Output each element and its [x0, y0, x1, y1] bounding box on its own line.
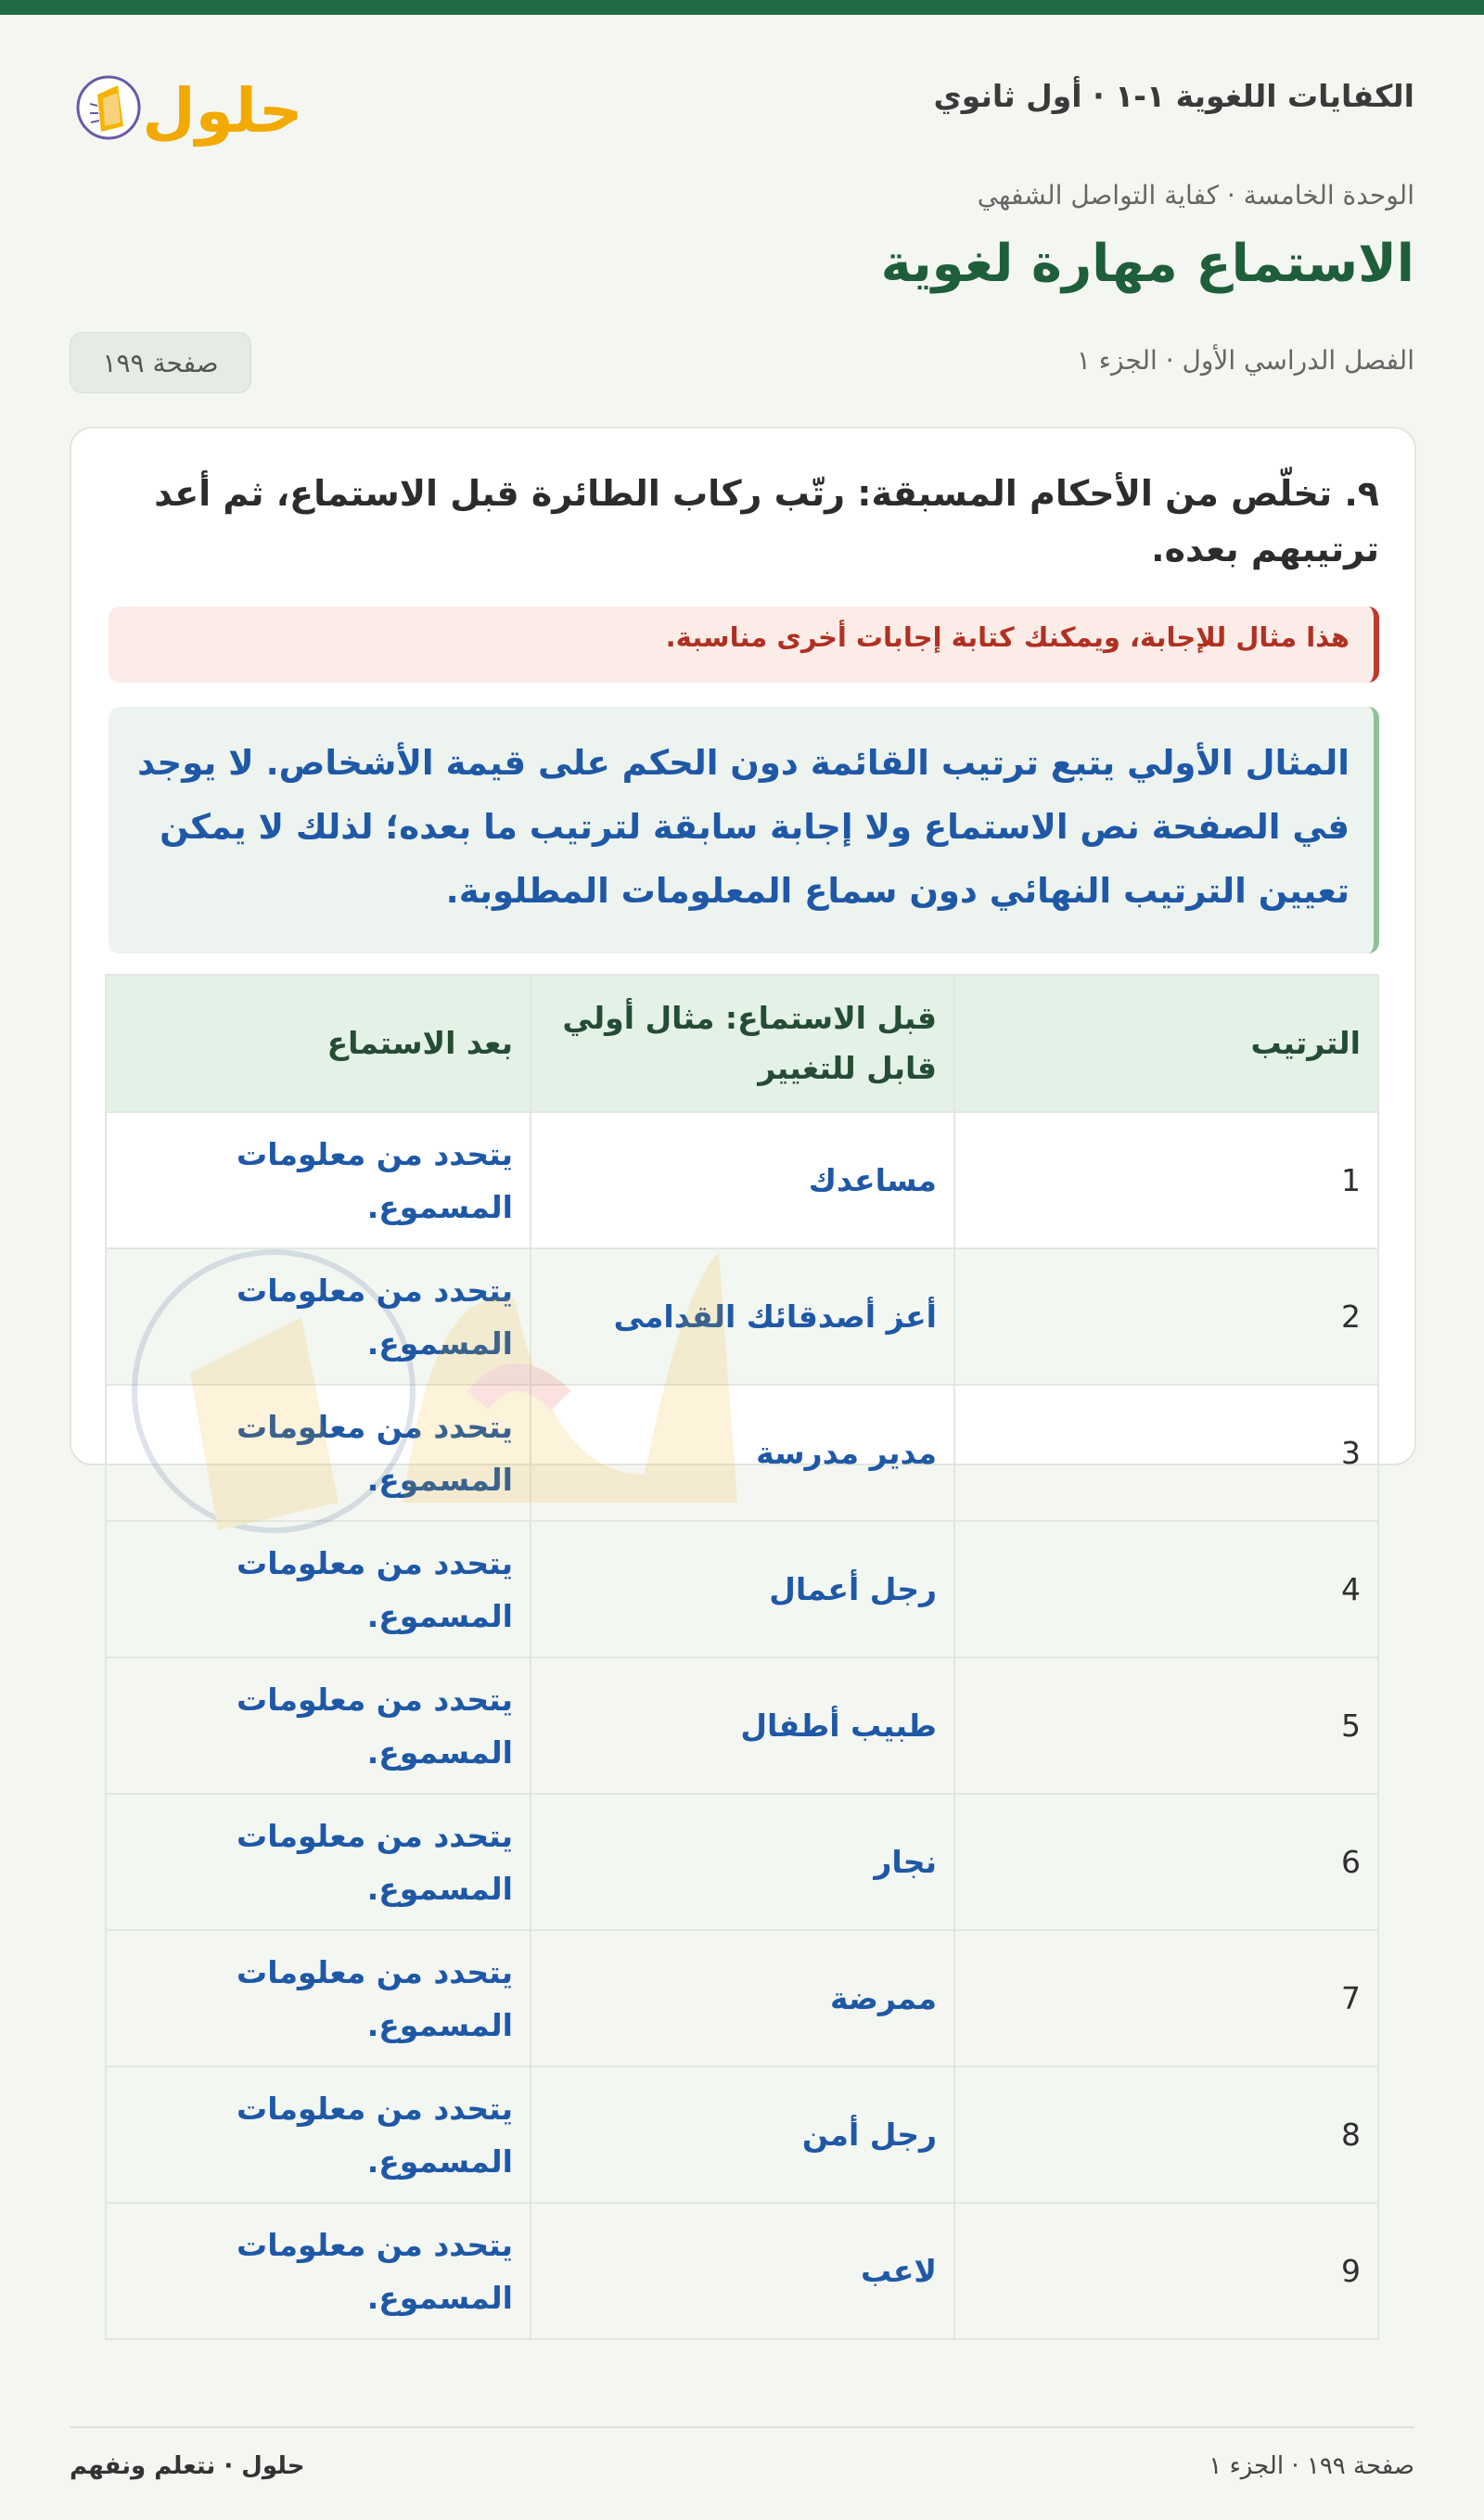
- header-before-listening: قبل الاستماع: مثال أولي قابل للتغيير: [531, 975, 954, 1112]
- before-cell: طبيب أطفال: [531, 1657, 954, 1794]
- book-title: الكفايات اللغوية ١-١ · أول ثانوي: [933, 78, 1414, 114]
- footer-page-info: صفحة ١٩٩ · الجزء ١: [1209, 2452, 1414, 2480]
- after-cell: يتحدد من معلومات المسموع.: [106, 1385, 531, 1521]
- table-row: [106, 2066, 1378, 2203]
- before-cell: أعز أصدقائك القدامى: [531, 1248, 954, 1385]
- page-header: [70, 58, 1414, 148]
- top-accent-bar: [0, 0, 1484, 15]
- hulul-logo[interactable]: [70, 58, 311, 148]
- before-cell: مساعدك: [531, 1112, 954, 1248]
- table-row: [106, 1521, 1378, 1657]
- rank-cell: 4: [954, 1521, 1378, 1657]
- rank-cell: 7: [954, 1930, 1378, 2066]
- before-cell: مدير مدرسة: [531, 1385, 954, 1521]
- before-cell: نجار: [531, 1794, 954, 1930]
- footer-divider: [70, 2426, 1414, 2428]
- rank-cell: 9: [954, 2203, 1378, 2339]
- after-cell: يتحدد من معلومات المسموع.: [106, 1657, 531, 1794]
- answer-text: المثال الأولي يتبع ترتيب القائمة دون الحكم على قيمة الأشخاص. لا يوجد في الصفحة نص الاستماع ولا إجابة سابقة لترتيب ما بعده؛ لذلك لا يمكن تعيين الترتيب النهائي دون سماع المعلومات المطلوبة.: [109, 707, 1379, 953]
- exercise-card: [70, 427, 1416, 2316]
- after-cell: يتحدد من معلومات المسموع.: [106, 1248, 531, 1385]
- table-row: [106, 1112, 1378, 1248]
- table-row: [106, 2203, 1378, 2339]
- unit-label: الوحدة الخامسة · كفاية التواصل الشفهي: [977, 180, 1414, 211]
- after-cell: يتحدد من معلومات المسموع.: [106, 1794, 531, 1930]
- table-row: [106, 1248, 1378, 1385]
- after-cell: يتحدد من معلومات المسموع.: [106, 1112, 531, 1248]
- header-after-listening: بعد الاستماع: [106, 975, 531, 1112]
- header-rank: الترتيب: [954, 975, 1378, 1112]
- after-cell: يتحدد من معلومات المسموع.: [106, 2066, 531, 2203]
- rank-cell: 5: [954, 1657, 1378, 1794]
- after-cell: يتحدد من معلومات المسموع.: [106, 1930, 531, 2066]
- table-row: [106, 1930, 1378, 2066]
- before-cell: ممرضة: [531, 1930, 954, 2066]
- footer-brand: حلول · نتعلم ونفهم: [70, 2452, 305, 2480]
- rank-cell: 6: [954, 1794, 1378, 1930]
- page-number-badge: صفحة ١٩٩: [70, 332, 251, 393]
- before-cell: رجل أمن: [531, 2066, 954, 2203]
- table-header-row: [106, 975, 1378, 1112]
- after-cell: يتحدد من معلومات المسموع.: [106, 1521, 531, 1657]
- before-cell: رجل أعمال: [531, 1521, 954, 1657]
- table-row: [106, 1385, 1378, 1521]
- logo-text: حلول: [142, 75, 303, 147]
- question-text: ٩. تخلّص من الأحكام المسبقة: رتّب ركاب الطائرة قبل الاستماع، ثم أعد ترتيبهم بعده.: [154, 473, 1379, 569]
- rank-cell: 1: [954, 1112, 1378, 1248]
- term-label: الفصل الدراسي الأول · الجزء ١: [1076, 345, 1414, 376]
- lesson-title: الاستماع مهارة لغوية: [880, 234, 1414, 294]
- rank-cell: 8: [954, 2066, 1378, 2203]
- before-cell: لاعب: [531, 2203, 954, 2339]
- rank-cell: 2: [954, 1248, 1378, 1385]
- rank-cell: 3: [954, 1385, 1378, 1521]
- table-row: [106, 1794, 1378, 1930]
- ranking-table: [105, 974, 1379, 2340]
- table-row: [106, 1657, 1378, 1794]
- example-note: هذا مثال للإجابة، ويمكنك كتابة إجابات أخرى مناسبة.: [109, 607, 1379, 683]
- after-cell: يتحدد من معلومات المسموع.: [106, 2203, 531, 2339]
